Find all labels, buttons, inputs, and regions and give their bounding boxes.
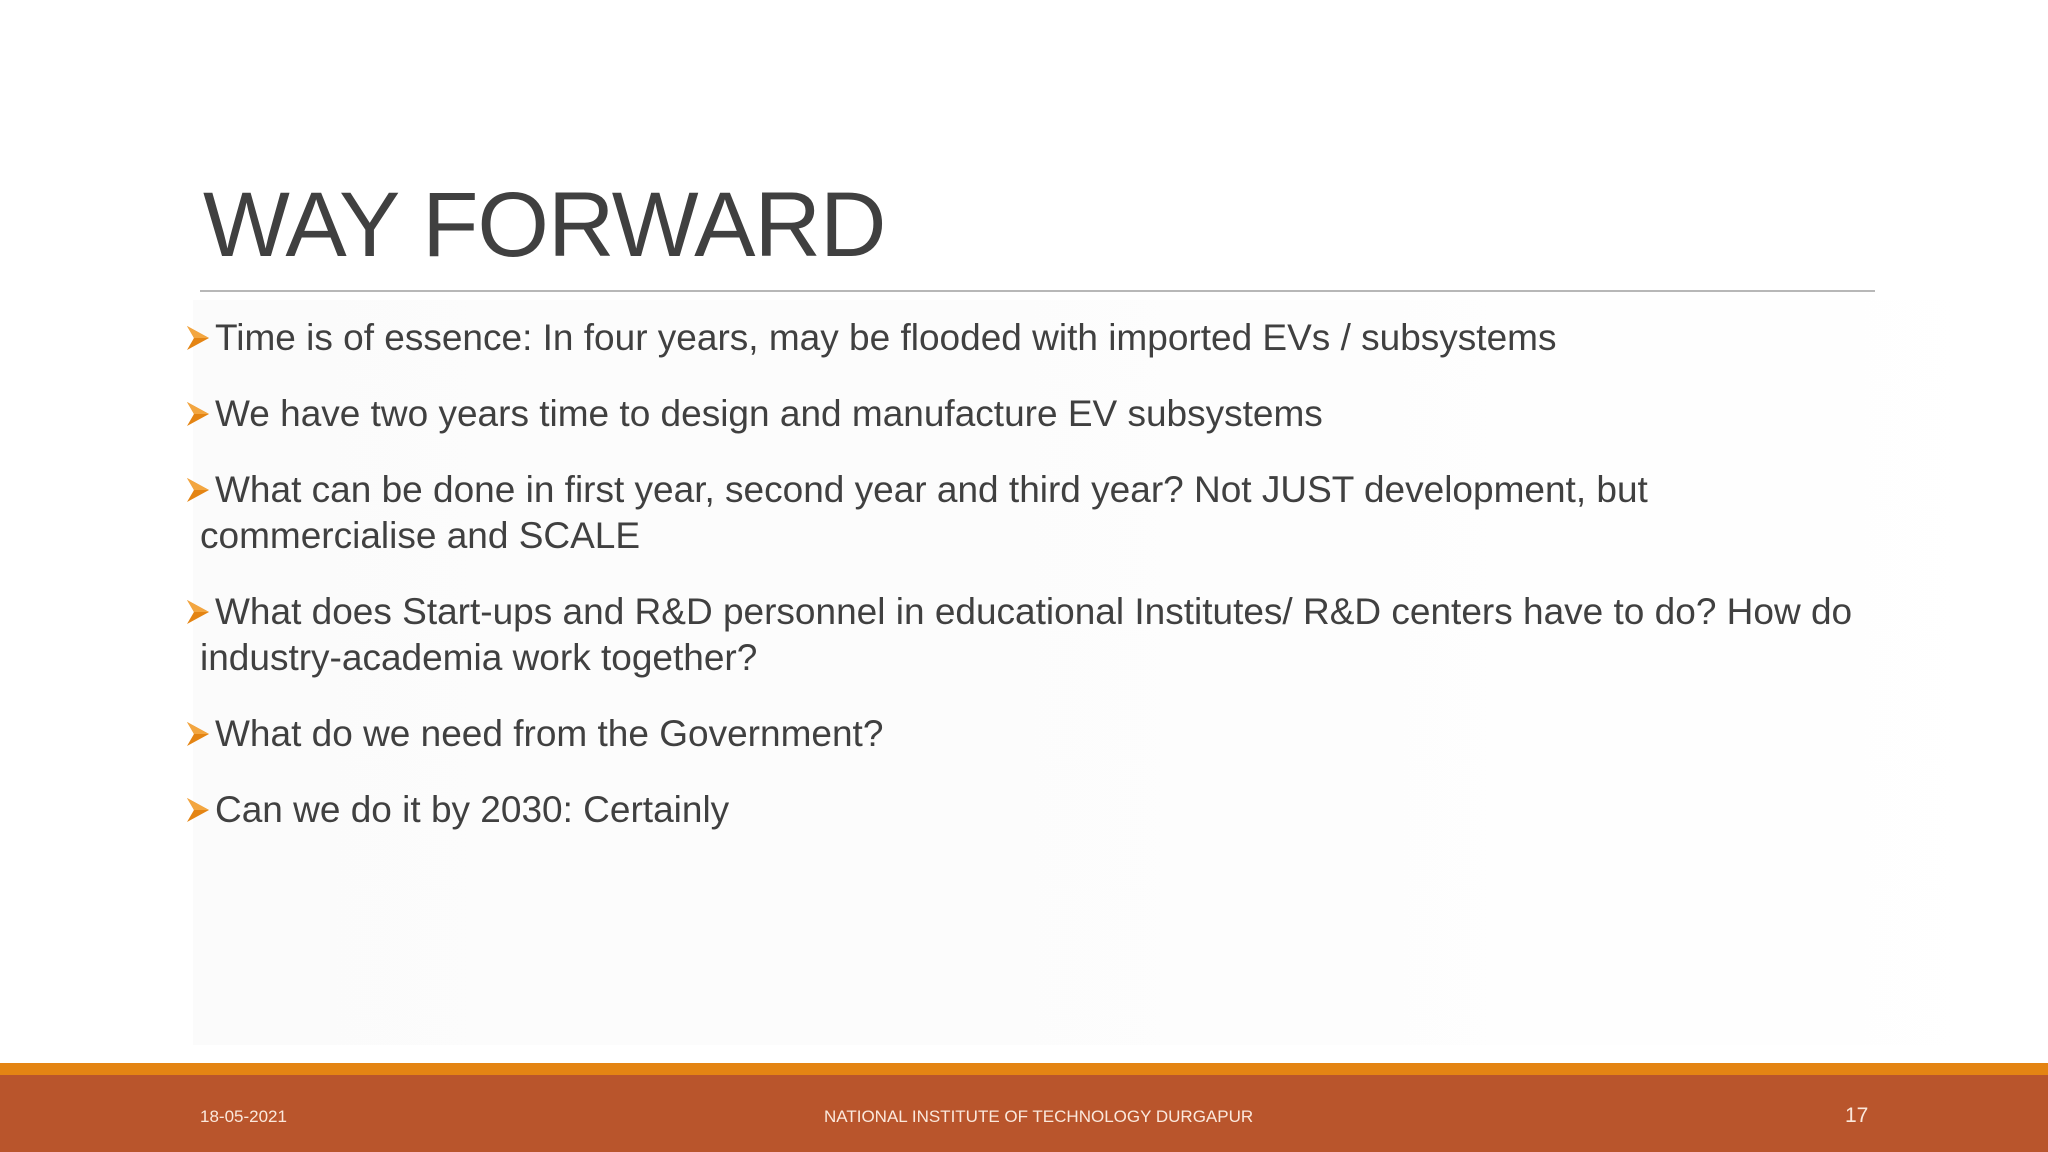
bullet-item xyxy=(185,589,1865,681)
bullet-text: Can we do it by 2030: Certainly xyxy=(215,789,730,830)
arrow-bullet-icon xyxy=(185,475,211,505)
bullet-item xyxy=(185,711,1865,757)
footer-institution: NATIONAL INSTITUTE OF TECHNOLOGY DURGAPUR xyxy=(824,1107,1254,1126)
title-divider xyxy=(200,290,1875,292)
bullet-list xyxy=(185,315,1865,863)
bullet-item xyxy=(185,391,1865,437)
bullet-item xyxy=(185,787,1865,833)
bullet-item xyxy=(185,315,1865,361)
bullet-item xyxy=(185,467,1865,559)
bullet-text: Time is of essence: In four years, may be flooded with imported EVs / subsystems xyxy=(215,317,1557,358)
arrow-bullet-icon xyxy=(185,597,211,627)
footer-date: 18-05-2021 xyxy=(200,1107,287,1126)
arrow-bullet-icon xyxy=(185,719,211,749)
bullet-text: What can be done in first year, second year and third year? Not JUST development, but commercialise and SCALE xyxy=(200,469,1648,556)
footer-accent-stripe xyxy=(0,1063,2048,1075)
arrow-bullet-icon xyxy=(185,323,211,353)
bullet-text: We have two years time to design and manufacture EV subsystems xyxy=(215,393,1323,434)
page-number: 17 xyxy=(1845,1104,1869,1127)
slide-title: WAY FORWARD xyxy=(203,174,886,276)
bullet-text: What does Start-ups and R&D personnel in educational Institutes/ R&D centers have to do? How do industry-academia work together? xyxy=(200,591,1853,678)
arrow-bullet-icon xyxy=(185,795,211,825)
arrow-bullet-icon xyxy=(185,399,211,429)
bullet-text: What do we need from the Government? xyxy=(215,713,884,754)
